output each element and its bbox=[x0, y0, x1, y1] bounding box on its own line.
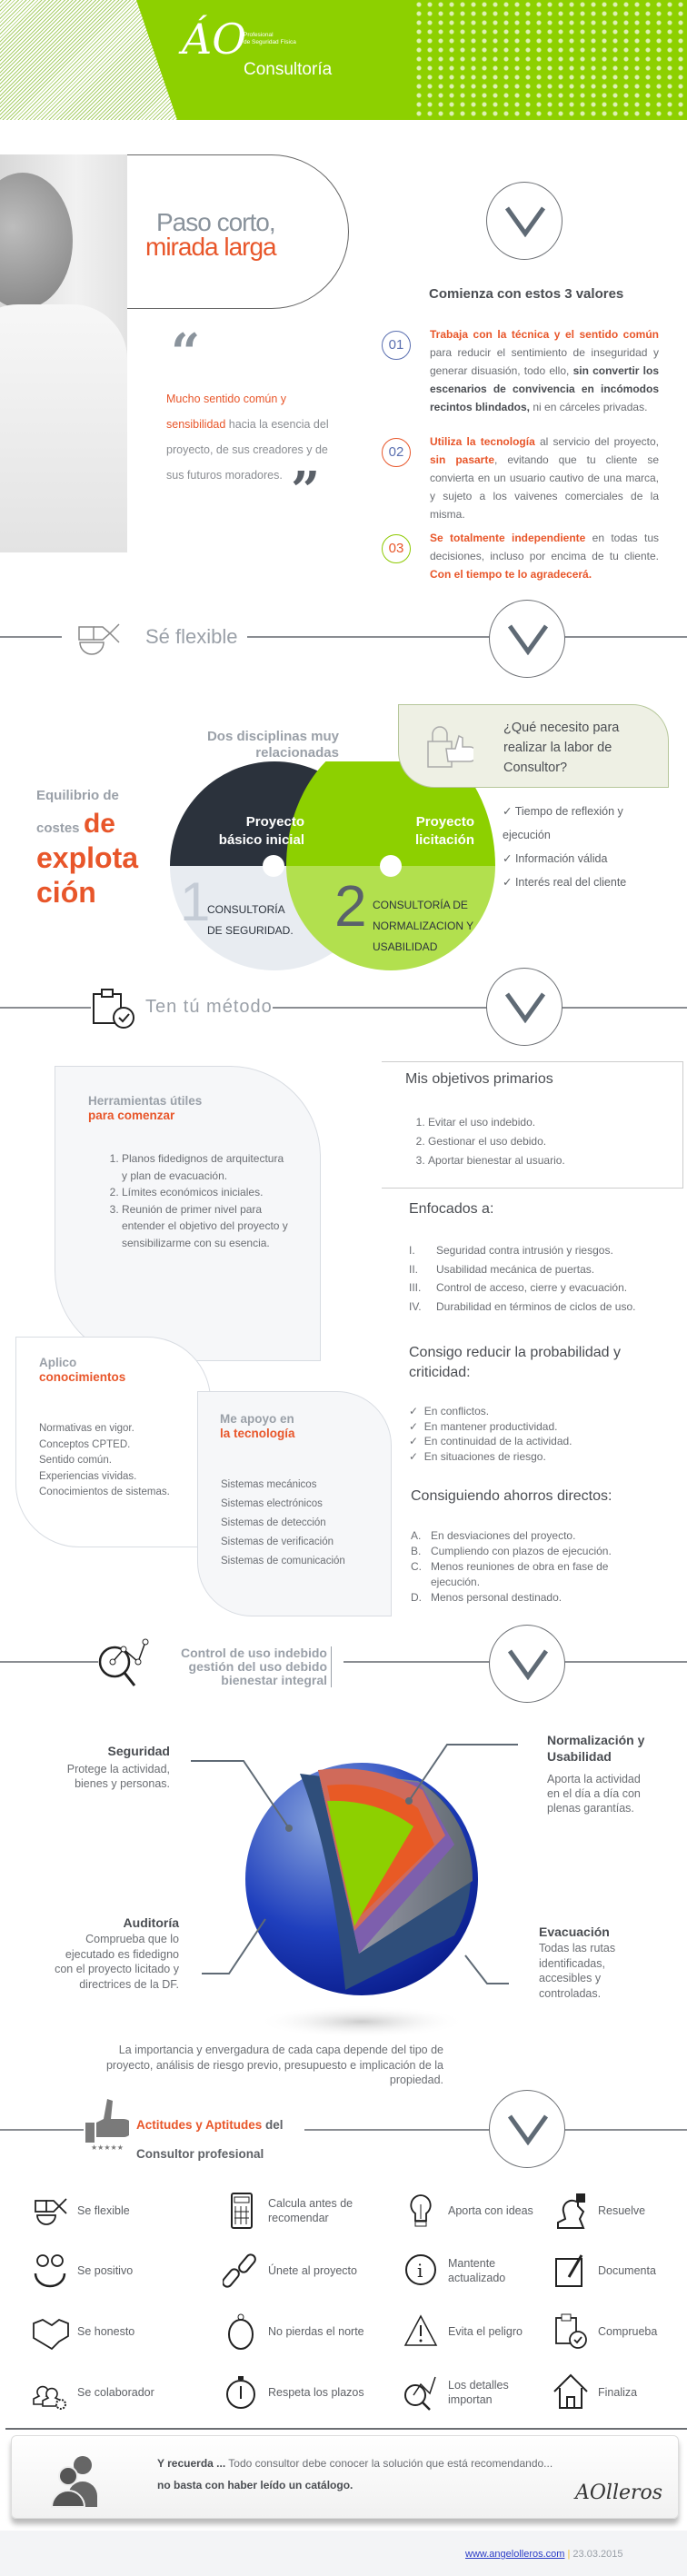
section-title-actitudes: Actitudes y Aptitudes del Consultor profesional bbox=[136, 2118, 284, 2161]
circle-left-title: Proyecto básico inicial bbox=[218, 814, 304, 848]
disciplinas-title: Dos disciplinas muy relacionadas bbox=[206, 729, 339, 761]
discipline-number-2: 2 bbox=[334, 873, 367, 939]
section-title-flexible: Sé flexible bbox=[145, 625, 247, 649]
attitude-label: No pierdas el norte bbox=[268, 2325, 364, 2338]
flexible-icon bbox=[32, 2192, 70, 2230]
value-number: 03 bbox=[382, 534, 411, 563]
puzzle-head-icon bbox=[553, 2192, 591, 2230]
hero-quote: Mucho sentido común y sensibilidad hacia la esencia del proyecto, de sus creadores y de sus futuros moradores. bbox=[166, 393, 329, 482]
clipboard-check-icon bbox=[553, 2312, 591, 2351]
attitude-item bbox=[32, 2373, 164, 2412]
attitude-item bbox=[32, 2192, 164, 2230]
attitude-item bbox=[32, 2252, 164, 2290]
chevron-down-icon bbox=[505, 206, 545, 237]
ahorros-title: Consiguiendo ahorros directos: bbox=[411, 1488, 612, 1504]
value-number: 02 bbox=[382, 438, 411, 467]
link-icon bbox=[223, 2252, 261, 2290]
document-pen-icon bbox=[553, 2252, 591, 2290]
warning-icon bbox=[403, 2312, 441, 2351]
stopwatch-icon bbox=[223, 2373, 261, 2412]
section-title-control: Control de uso indebido gestión del uso debido bienestar integral bbox=[145, 1646, 332, 1687]
attitude-item bbox=[553, 2252, 684, 2290]
attitude-label: Calcula antes de recomendar bbox=[268, 2197, 353, 2224]
svg-text:★★★★★: ★★★★★ bbox=[91, 2143, 124, 2152]
attitude-label: Finaliza bbox=[598, 2386, 638, 2399]
consigo-title: Consigo reducir la probabilidad y criticidad: bbox=[409, 1345, 622, 1380]
footer: www.angelolleros.com | 23.03.2015 bbox=[0, 2531, 687, 2576]
workers-helmet-icon bbox=[46, 2452, 105, 2509]
scroll-down-button[interactable] bbox=[489, 600, 565, 678]
open-quote-icon: “ bbox=[171, 323, 201, 383]
enfocados-list: I. Seguridad contra intrusión y riesgos. II. Usabilidad mecánica de puertas. III. Control de acceso, cierre y evacuación. IV. Durabilidad en términos de ciclos de uso. bbox=[409, 1244, 636, 1313]
lightbulb-icon bbox=[403, 2192, 441, 2230]
layer-seguridad: Seguridad Protege la actividad, bienes y personas. bbox=[66, 1744, 170, 1790]
smiley-icon bbox=[32, 2252, 70, 2290]
house-icon bbox=[553, 2373, 591, 2412]
compass-icon bbox=[223, 2312, 261, 2351]
attitude-item bbox=[553, 2312, 684, 2351]
info-icon bbox=[403, 2252, 441, 2290]
attitude-label: Evita el peligro bbox=[448, 2325, 523, 2338]
herramientas-list: 1. Planos fidedignos de arquitectura y plan de evacuación. 2. Límites económicos iniciales. 3. Reunión de primer nivel para entender el objetivo del proyecto y sensibilizarme con su esencia. bbox=[105, 1150, 292, 1251]
thumbs-up-stars-icon bbox=[84, 2097, 129, 2153]
attitude-label: Se colaborador bbox=[77, 2386, 154, 2399]
chevron-down-icon bbox=[508, 2114, 548, 2145]
discipline-number-1: 1 bbox=[180, 871, 211, 932]
aplico-card: Aplico conocimientos Normativas en vigor. Conceptos CPTED. Sentido común. Experiencias vividas. Conocimientos de sistemas. bbox=[15, 1337, 211, 1547]
apoyo-card: Me apoyo en la tecnología Sistemas mecánicos Sistemas electrónicos Sistemas de detección Sistemas de verificación Sistemas de comunicación bbox=[197, 1391, 392, 1616]
attitude-label: Los detalles importan bbox=[448, 2379, 509, 2406]
attitude-item bbox=[223, 2312, 368, 2351]
circle-right-title: Proyecto licitación bbox=[414, 814, 474, 848]
herramientas-card: Herramientas útiles para comenzar 1. Planos fidedignos de arquitectura y plan de evacuación. 2. Límites económicos iniciales. 3. Reunión de primer nivel para entender el objetivo del proyecto y sensibilizarme con su esencia. bbox=[55, 1066, 321, 1361]
recuerda-callout: Y recuerda ... Todo consultor debe conocer la solución que está recomendando... no basta con haber leído un catálogo. AOlleros bbox=[11, 2435, 679, 2519]
attitude-item bbox=[223, 2252, 368, 2290]
magnifier-chart-icon bbox=[403, 2373, 441, 2412]
attitude-item bbox=[403, 2252, 534, 2290]
attitude-label: Mantente actualizado bbox=[448, 2257, 506, 2284]
hero-title-line2: mirada larga bbox=[145, 233, 276, 261]
scroll-down-button[interactable] bbox=[489, 2090, 565, 2168]
flexible-icon bbox=[78, 620, 134, 658]
close-quote-icon: ” bbox=[291, 461, 321, 521]
attitude-item bbox=[403, 2312, 534, 2351]
logo-subtitle: Profesional de Seguridad Física bbox=[244, 32, 296, 45]
attitude-label: Se flexible bbox=[77, 2204, 130, 2217]
attitude-label: Se positivo bbox=[77, 2264, 134, 2277]
attitude-item bbox=[553, 2373, 684, 2412]
attitude-label: Respeta los plazos bbox=[268, 2386, 364, 2399]
layer-evacuacion: Evacuación Todas las rutas identificadas, accesibles y controladas. bbox=[539, 1925, 616, 2000]
scroll-down-button[interactable] bbox=[486, 968, 563, 1046]
ahorros-list: A. En desviaciones del proyecto. B. Cumpliendo con plazos de ejecución. C. Menos reuniones de obra en fase de ejecución. D. Menos personal destinado. bbox=[411, 1529, 612, 1604]
signature: AOlleros bbox=[575, 2482, 663, 2504]
lock-thumbs-up-icon bbox=[426, 721, 473, 772]
requirements-list: ✓ Tiempo de reflexión y ejecución ✓ Información válida ✓ Interés real del cliente bbox=[503, 805, 627, 889]
clipboard-check-icon bbox=[91, 989, 136, 1030]
header-banner bbox=[0, 0, 687, 120]
value-text: Utiliza la tecnología al servicio del proyecto, sin pasarte, evitando que tu cliente se convierta en un usuario cautivo de una marca, y sujeto a los vaivenes comerciales de la misma. bbox=[430, 435, 659, 521]
chevron-down-icon bbox=[508, 624, 548, 655]
value-text: Trabaja con la técnica y el sentido común para reducir el sentimiento de inseguridad y generar disuasión, todo ello, sin convertir los escenarios de convivencia en incómodos recintos blindados, ni en cárceles privadas. bbox=[430, 328, 659, 413]
logo-mark: ÁO bbox=[182, 15, 246, 64]
attitude-item bbox=[223, 2373, 368, 2412]
website-link[interactable]: www.angelolleros.com bbox=[465, 2549, 565, 2560]
attitude-item bbox=[403, 2192, 534, 2230]
chevron-down-icon bbox=[505, 992, 545, 1023]
portrait-photo bbox=[0, 154, 127, 552]
attitude-label: Documenta bbox=[598, 2264, 656, 2277]
chevron-down-icon bbox=[508, 1649, 548, 1680]
attitude-item bbox=[223, 2192, 368, 2230]
footer-date: 23.03.2015 bbox=[572, 2549, 623, 2560]
attitude-label: Comprueba bbox=[598, 2325, 658, 2338]
discipline-label-2: CONSULTORÍA DE NORMALIZACION Y USABILIDAD bbox=[373, 899, 473, 953]
layer-auditoria: Auditoría Comprueba que lo ejecutado es fidedigno con el proyecto licitado y directrices de la DF. bbox=[55, 1915, 179, 1991]
attitude-label: Aporta con ideas bbox=[448, 2204, 533, 2217]
question-callout: ¿Qué necesito para realizar la labor de Consultor? bbox=[398, 704, 669, 788]
scroll-down-button[interactable] bbox=[489, 1625, 565, 1703]
attitude-item bbox=[553, 2192, 684, 2230]
attitude-label: Resuelve bbox=[598, 2204, 646, 2217]
values-heading: Comienza con estos 3 valores bbox=[429, 286, 624, 302]
section-title-metodo: Ten tú método bbox=[145, 997, 273, 1017]
svg-text:i: i bbox=[417, 2260, 423, 2282]
logo-name: Consultoría bbox=[244, 60, 333, 79]
hero-title-pill bbox=[127, 154, 349, 309]
attitude-label: Se honesto bbox=[77, 2325, 135, 2338]
equilibrio-label: Equilibrio de costes de explota ción bbox=[36, 788, 139, 909]
attitude-item bbox=[403, 2373, 534, 2412]
scroll-down-button[interactable] bbox=[486, 182, 563, 260]
objetivos-box: Mis objetivos primarios 1. Evitar el uso indebido. 2. Gestionar el uso debido. 3. Aportar bienestar al usuario. bbox=[382, 1061, 683, 1189]
team-gear-icon bbox=[32, 2373, 70, 2412]
discipline-label-1: CONSULTORÍA DE SEGURIDAD. bbox=[207, 903, 294, 937]
value-text: Se totalmente independiente en todas tus decisiones, incluso por encima de tu cliente. Con el tiempo te lo agradecerá. bbox=[430, 532, 659, 581]
handshake-icon bbox=[32, 2312, 70, 2351]
attitude-item bbox=[32, 2312, 164, 2351]
attitude-label: Únete al proyecto bbox=[268, 2264, 357, 2277]
layer-normalizacion: Normalización y Usabilidad Aporta la actividad en el día a día con plenas garantías. bbox=[547, 1733, 645, 1815]
layers-note: La importancia y envergadura de cada capa depende del tipo de proyecto, análisis de riesgo previo, presupuesto e implicación de la propiedad. bbox=[105, 2044, 443, 2086]
calculator-icon bbox=[223, 2192, 261, 2230]
value-number: 01 bbox=[382, 331, 411, 360]
consigo-list: ✓ En conflictos. ✓ En mantener productividad. ✓ En continuidad de la actividad. ✓ En situaciones de riesgo. bbox=[409, 1405, 572, 1463]
enfocados-title: Enfocados a: bbox=[409, 1201, 494, 1217]
magnifier-chart-icon bbox=[96, 1631, 151, 1691]
hero-title-line1: Paso corto, bbox=[156, 208, 275, 236]
